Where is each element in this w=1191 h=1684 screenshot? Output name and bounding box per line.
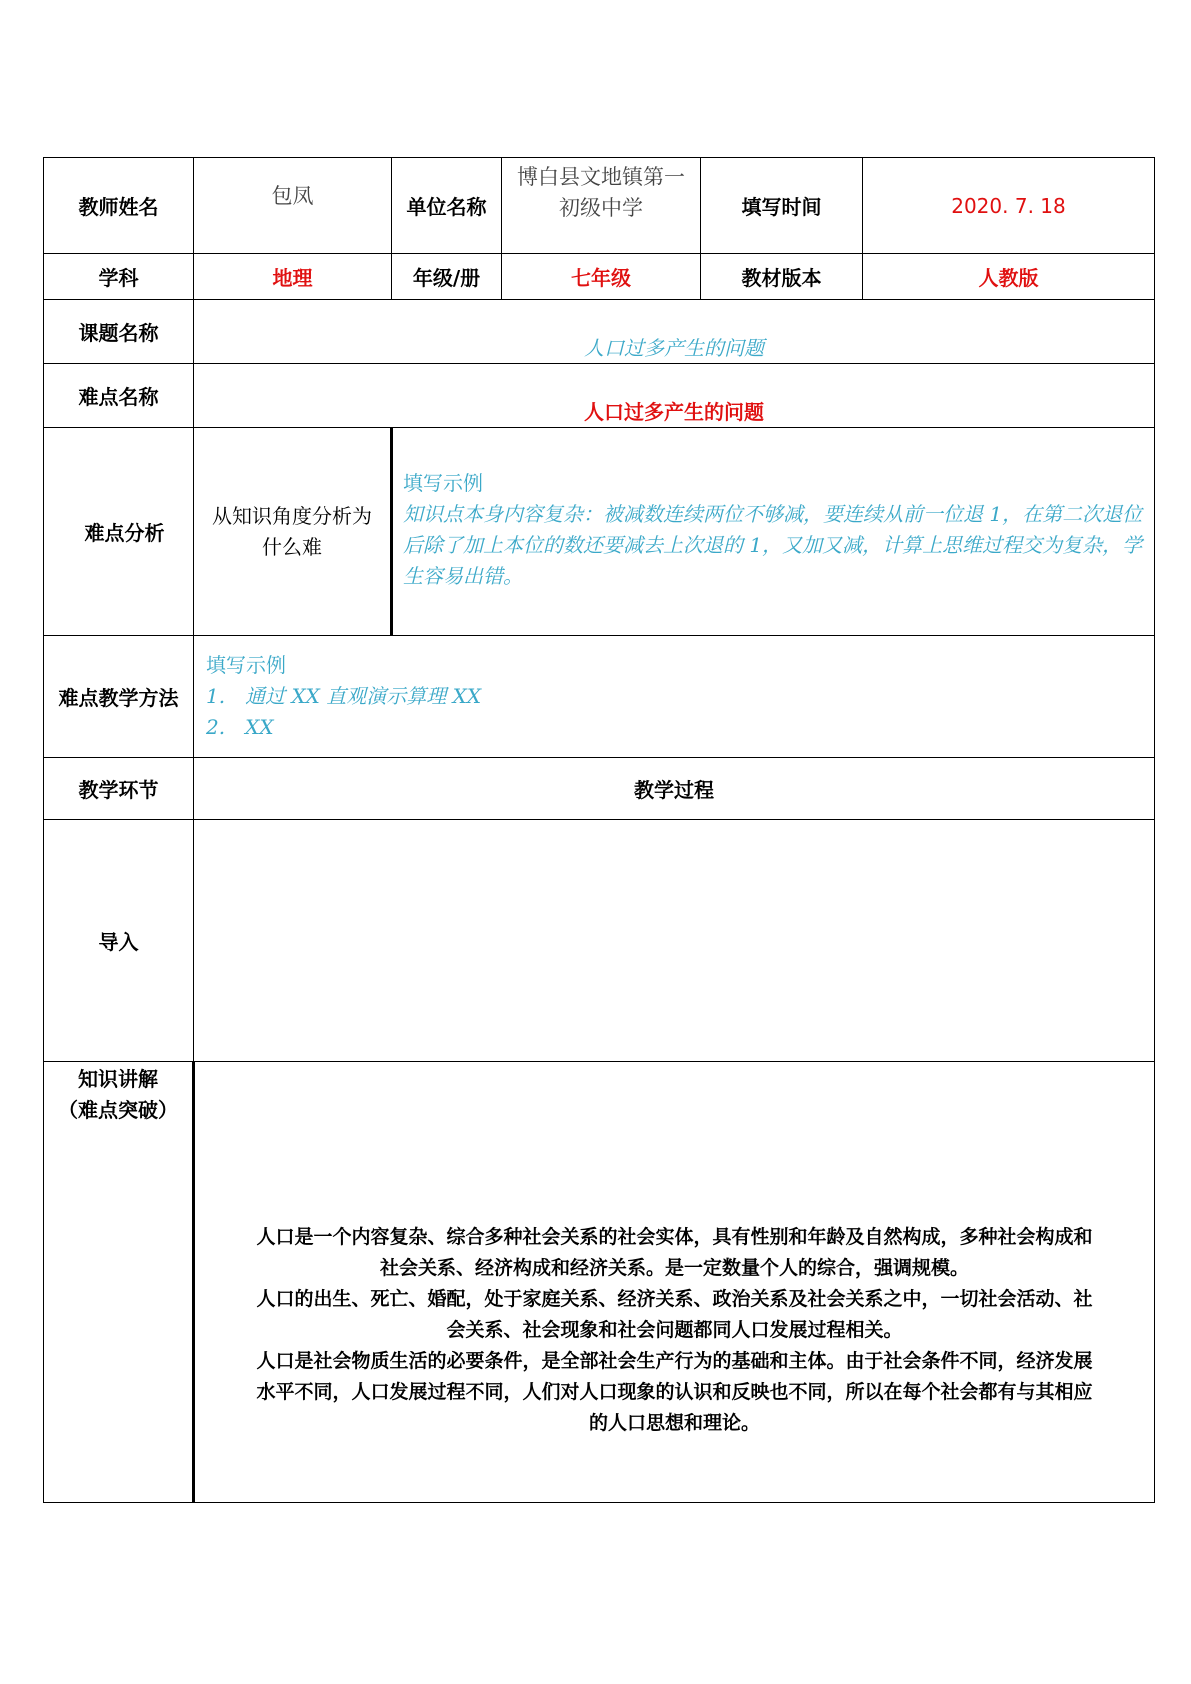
unit-name-line-1: 博白县文地镇第一 <box>517 165 685 189</box>
knowledge-label-line-1: 知识讲解 <box>78 1067 158 1091</box>
fill-date-value: 2020. 7. 18 <box>863 158 1155 254</box>
analysis-label: 难点分析 <box>44 428 194 636</box>
knowledge-para-2-line-2: 会关系、社会现象和社会问题都同人口发展过程相关。 <box>446 1319 903 1341</box>
subject-value: 地理 <box>194 254 392 300</box>
intro-label: 导入 <box>44 820 194 1062</box>
difficulty-value: 人口过多产生的问题 <box>194 364 1155 428</box>
process-header-row <box>44 758 1155 820</box>
knowledge-para-3-line-2: 水平不同，人口发展过程不同，人们对人口现象的认识和反映也不同，所以在每个社会都有与其相应 <box>256 1381 1093 1403</box>
info-row <box>44 254 1155 300</box>
method-example-title: 填写示例 <box>206 653 286 677</box>
difficulty-label: 难点名称 <box>44 364 194 428</box>
edition-value: 人教版 <box>863 254 1155 300</box>
grade-value: 七年级 <box>502 254 701 300</box>
analysis-sub-label <box>194 428 392 636</box>
analysis-row <box>44 428 1155 636</box>
difficulty-row <box>44 364 1155 428</box>
unit-name-value <box>502 158 701 254</box>
analysis-example-title: 填写示例 <box>403 471 483 495</box>
header-row <box>44 158 1155 254</box>
edition-label: 教材版本 <box>701 254 863 300</box>
lesson-plan-table <box>43 157 1155 1503</box>
unit-name-label: 单位名称 <box>392 158 502 254</box>
method-item-1: 1. 通过 XX 直观演示算理 XX <box>206 684 482 708</box>
method-row <box>44 636 1155 758</box>
analysis-sub-label-line-2: 什么难 <box>262 534 322 559</box>
knowledge-content <box>194 1062 1155 1503</box>
topic-label: 课题名称 <box>44 300 194 364</box>
intro-content <box>194 820 1155 1062</box>
process-label: 教学过程 <box>194 758 1155 820</box>
knowledge-para-3-line-1: 人口是社会物质生活的必要条件，是全部社会生产行为的基础和主体。由于社会条件不同，经济发展 <box>256 1350 1093 1372</box>
grade-label: 年级/册 <box>392 254 502 300</box>
intro-row <box>44 820 1155 1062</box>
teacher-name-label: 教师姓名 <box>44 158 194 254</box>
method-item-2: 2. XX <box>206 715 274 739</box>
stage-label: 教学环节 <box>44 758 194 820</box>
analysis-example-text: 知识点本身内容复杂：被减数连续两位不够减，要连续从前一位退 1，在第二次退位后除了加上本位的数还要减去上次退的 1，又加又减，计算上思维过程交为复杂，学生容易出错。 <box>403 502 1143 588</box>
knowledge-label-line-2: （难点突破） <box>58 1098 178 1122</box>
method-label: 难点教学方法 <box>44 636 194 758</box>
analysis-sub-label-line-1: 从知识角度分析为 <box>212 503 372 528</box>
lesson-plan-form <box>43 157 1154 1503</box>
teacher-name-value: 包凤 <box>194 158 392 254</box>
topic-row <box>44 300 1155 364</box>
knowledge-para-1-line-1: 人口是一个内容复杂、综合多种社会关系的社会实体，具有性别和年龄及自然构成，多种社会构成和 <box>256 1226 1093 1248</box>
knowledge-para-3-line-3: 的人口思想和理论。 <box>588 1412 760 1434</box>
knowledge-para-2-line-1: 人口的出生、死亡、婚配，处于家庭关系、经济关系、政治关系及社会关系之中，一切社会活动、社 <box>256 1288 1093 1310</box>
unit-name-line-2: 初级中学 <box>559 196 643 220</box>
topic-value: 人口过多产生的问题 <box>194 300 1155 364</box>
knowledge-row <box>44 1062 1155 1503</box>
fill-date-label: 填写时间 <box>701 158 863 254</box>
knowledge-para-1-line-2: 社会关系、经济构成和经济关系。是一定数量个人的综合，强调规模。 <box>379 1257 969 1279</box>
analysis-example <box>392 428 1155 636</box>
knowledge-label <box>44 1062 194 1503</box>
method-content <box>194 636 1155 758</box>
subject-label: 学科 <box>44 254 194 300</box>
